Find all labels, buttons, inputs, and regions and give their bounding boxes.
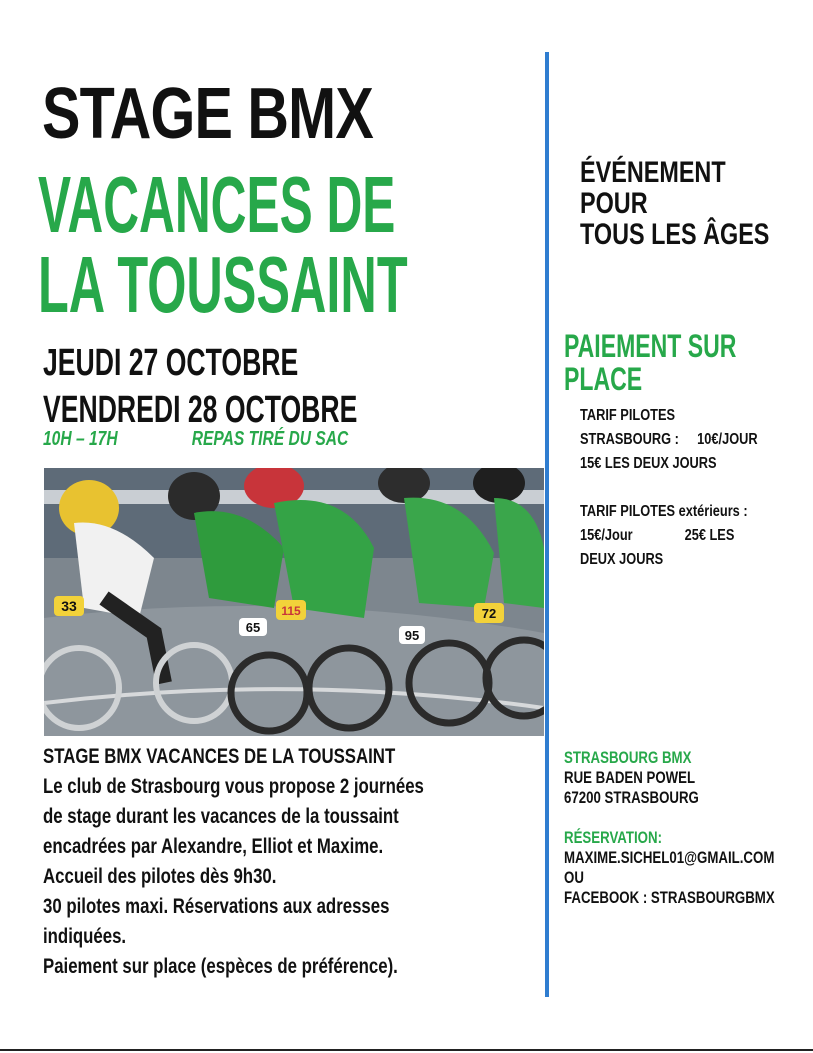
event-line: TOUS LES ÂGES — [580, 218, 770, 251]
number-plate-text: 33 — [61, 598, 77, 614]
description-heading: STAGE BMX VACANCES DE LA TOUSSAINT — [43, 745, 396, 768]
ext-tarif-two-days-price: 25€ LES — [684, 527, 735, 544]
meal-text: REPAS TIRÉ DU SAC — [191, 428, 349, 450]
ext-tarif-two-days: DEUX JOURS — [580, 551, 664, 568]
club-street: RUE BADEN POWEL — [564, 768, 696, 787]
reservation-or: OU — [564, 868, 584, 887]
pricing-block — [580, 404, 758, 572]
title-stage-bmx: STAGE BMX — [42, 74, 373, 154]
event-line: ÉVÉNEMENT — [580, 156, 726, 189]
payment-title-line: PAIEMENT SUR — [564, 328, 737, 364]
ext-tarif-day-price: 15€/Jour — [580, 527, 633, 544]
bmx-photo-illustration — [44, 468, 544, 736]
description-block — [43, 742, 459, 982]
reservation-label: RÉSERVATION: — [564, 828, 662, 847]
description-line: encadrées par Alexandre, Elliot et Maxime. — [43, 835, 384, 858]
payment-title-line: PLACE — [564, 361, 643, 397]
club-city: 67200 STRASBOURG — [564, 788, 699, 807]
description-line: Accueil des pilotes dès 9h30. — [43, 865, 277, 888]
number-plate-text: 95 — [404, 628, 420, 643]
ext-tarif-row — [580, 524, 758, 548]
local-tarif-row — [580, 428, 758, 452]
description-line: de stage durant les vacances de la toussaint — [43, 805, 399, 828]
payment-title — [564, 330, 736, 396]
bmx-riders-photo — [44, 468, 544, 736]
reservation-facebook[interactable]: FACEBOOK : STRASBOURGBMX — [564, 888, 775, 907]
description-line: 30 pilotes maxi. Réservations aux adresses — [43, 895, 390, 918]
local-tarif-city: STRASBOURG : — [580, 431, 679, 448]
description-line: Paiement sur place (espèces de préférence). — [43, 955, 398, 978]
number-plate-text: 65 — [245, 620, 261, 635]
number-plate-text: 72 — [481, 606, 497, 621]
schedule-line — [43, 428, 348, 451]
local-tarif-two-days: 15€ LES DEUX JOURS — [580, 455, 717, 472]
local-tarif-label: TARIF PILOTES — [580, 407, 676, 424]
club-name: STRASBOURG BMX — [564, 748, 692, 767]
event-line: POUR — [580, 187, 648, 220]
vertical-divider — [545, 52, 549, 997]
event-all-ages — [580, 157, 769, 250]
date-day1: JEUDI 27 OCTOBRE — [43, 342, 299, 384]
title-vacances-de: VACANCES DE — [38, 160, 396, 249]
contact-block — [564, 748, 775, 908]
description-line: Le club de Strasbourg vous propose 2 journées — [43, 775, 424, 798]
local-tarif-day-price: 10€/JOUR — [697, 431, 758, 448]
description-line: indiquées. — [43, 925, 127, 948]
ext-tarif-label: TARIF PILOTES extérieurs : — [580, 503, 748, 520]
bottom-rule — [0, 1049, 813, 1051]
title-la-toussaint: LA TOUSSAINT — [38, 240, 408, 329]
date-day2: VENDREDI 28 OCTOBRE — [43, 389, 358, 431]
hours-text: 10H – 17H — [43, 428, 118, 450]
reservation-email[interactable]: MAXIME.SICHEL01@GMAIL.COM — [564, 848, 775, 867]
number-plate-text: 115 — [281, 604, 301, 618]
